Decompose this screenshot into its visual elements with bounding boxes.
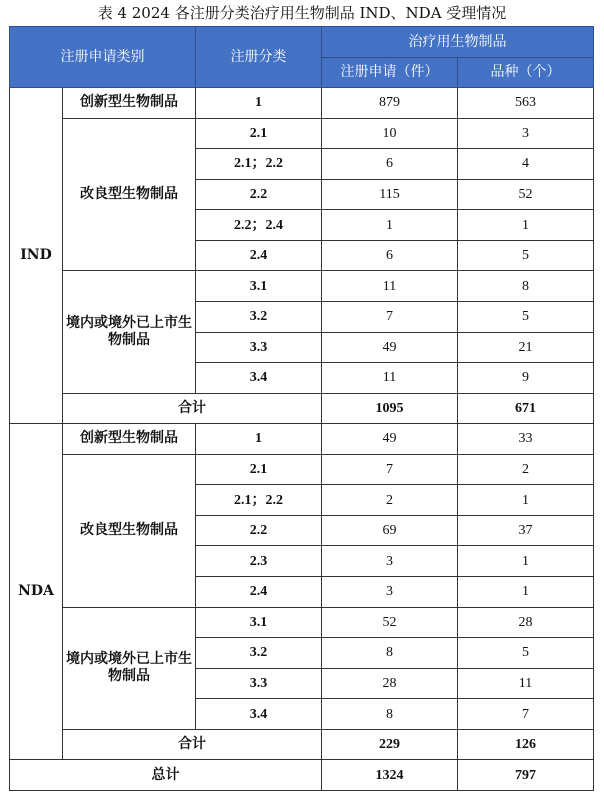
- grand-total-label: 总计: [10, 760, 322, 791]
- applications-cell: 11: [322, 363, 458, 394]
- applications-cell: 69: [322, 515, 458, 546]
- subtotal-label: 合计: [63, 393, 322, 424]
- category-cell: 3.3: [196, 668, 322, 699]
- varieties-cell: 11: [458, 668, 594, 699]
- category-cell: 2.4: [196, 577, 322, 608]
- applications-cell: 28: [322, 668, 458, 699]
- applications-cell: 8: [322, 638, 458, 669]
- table-row: [10, 424, 594, 455]
- applications-cell: 6: [322, 149, 458, 180]
- varieties-cell: 1: [458, 485, 594, 516]
- header-registration-category: 注册分类: [196, 27, 322, 88]
- ind-subtotal-row: [10, 393, 594, 424]
- category-cell: 3.2: [196, 638, 322, 669]
- varieties-cell: 4: [458, 149, 594, 180]
- varieties-cell: 7: [458, 699, 594, 730]
- category-cell: 3.1: [196, 607, 322, 638]
- applications-cell: 879: [322, 88, 458, 119]
- varieties-cell: 8: [458, 271, 594, 302]
- category-cell: 3.1: [196, 271, 322, 302]
- ind-label: IND: [10, 88, 63, 424]
- varieties-cell: 52: [458, 179, 594, 210]
- varieties-cell: 2: [458, 454, 594, 485]
- category-cell: 3.2: [196, 301, 322, 332]
- header-varieties: 品种（个）: [458, 58, 594, 88]
- applications-cell: 49: [322, 424, 458, 455]
- subtotal-varieties: 126: [458, 729, 594, 760]
- subtotal-applications: 229: [322, 729, 458, 760]
- category-cell: 2.4: [196, 240, 322, 271]
- header-therapeutic-biologics: 治疗用生物制品: [322, 27, 594, 58]
- category-cell: 1: [196, 88, 322, 119]
- varieties-cell: 9: [458, 363, 594, 394]
- ind-type-marketed: 境内或境外已上市生物制品: [63, 271, 196, 393]
- varieties-cell: 1: [458, 210, 594, 241]
- category-cell: 2.3: [196, 546, 322, 577]
- subtotal-label: 合计: [63, 729, 322, 760]
- table-caption: 表 4 2024 各注册分类治疗用生物制品 IND、NDA 受理情况: [97, 4, 507, 22]
- applications-cell: 7: [322, 301, 458, 332]
- varieties-cell: 1: [458, 577, 594, 608]
- grand-total-row: [10, 760, 594, 791]
- nda-subtotal-row: [10, 729, 594, 760]
- table-row: [10, 607, 594, 638]
- table-row: [10, 271, 594, 302]
- varieties-cell: 5: [458, 240, 594, 271]
- category-cell: 2.2；2.4: [196, 210, 322, 241]
- varieties-cell: 28: [458, 607, 594, 638]
- ind-type-improved: 改良型生物制品: [63, 118, 196, 271]
- nda-type-marketed: 境内或境外已上市生物制品: [63, 607, 196, 729]
- applications-cell: 2: [322, 485, 458, 516]
- header-registration-type: 注册申请类别: [10, 27, 196, 88]
- applications-cell: 3: [322, 546, 458, 577]
- varieties-cell: 3: [458, 118, 594, 149]
- category-cell: 2.2: [196, 515, 322, 546]
- applications-cell: 1: [322, 210, 458, 241]
- applications-cell: 11: [322, 271, 458, 302]
- table-row: [10, 454, 594, 485]
- applications-cell: 49: [322, 332, 458, 363]
- varieties-cell: 33: [458, 424, 594, 455]
- category-cell: 2.1；2.2: [196, 485, 322, 516]
- grand-total-varieties: 797: [458, 760, 594, 791]
- applications-cell: 10: [322, 118, 458, 149]
- varieties-cell: 21: [458, 332, 594, 363]
- grand-total-applications: 1324: [322, 760, 458, 791]
- category-cell: 3.4: [196, 699, 322, 730]
- varieties-cell: 5: [458, 638, 594, 669]
- nda-type-innovative: 创新型生物制品: [63, 424, 196, 455]
- varieties-cell: 1: [458, 546, 594, 577]
- table-row: [10, 88, 594, 119]
- ind-type-innovative: 创新型生物制品: [63, 88, 196, 119]
- table-row: [10, 118, 594, 149]
- subtotal-applications: 1095: [322, 393, 458, 424]
- applications-cell: 8: [322, 699, 458, 730]
- nda-label: NDA: [10, 424, 63, 760]
- varieties-cell: 37: [458, 515, 594, 546]
- applications-cell: 3: [322, 577, 458, 608]
- category-cell: 2.2: [196, 179, 322, 210]
- category-cell: 2.1: [196, 118, 322, 149]
- category-cell: 2.1: [196, 454, 322, 485]
- category-cell: 2.1；2.2: [196, 149, 322, 180]
- category-cell: 3.3: [196, 332, 322, 363]
- applications-cell: 6: [322, 240, 458, 271]
- category-cell: 3.4: [196, 363, 322, 394]
- nda-type-improved: 改良型生物制品: [63, 454, 196, 607]
- varieties-cell: 563: [458, 88, 594, 119]
- header-applications: 注册申请（件）: [322, 58, 458, 88]
- subtotal-varieties: 671: [458, 393, 594, 424]
- registration-table: [9, 26, 594, 791]
- applications-cell: 115: [322, 179, 458, 210]
- varieties-cell: 5: [458, 301, 594, 332]
- category-cell: 1: [196, 424, 322, 455]
- applications-cell: 52: [322, 607, 458, 638]
- applications-cell: 7: [322, 454, 458, 485]
